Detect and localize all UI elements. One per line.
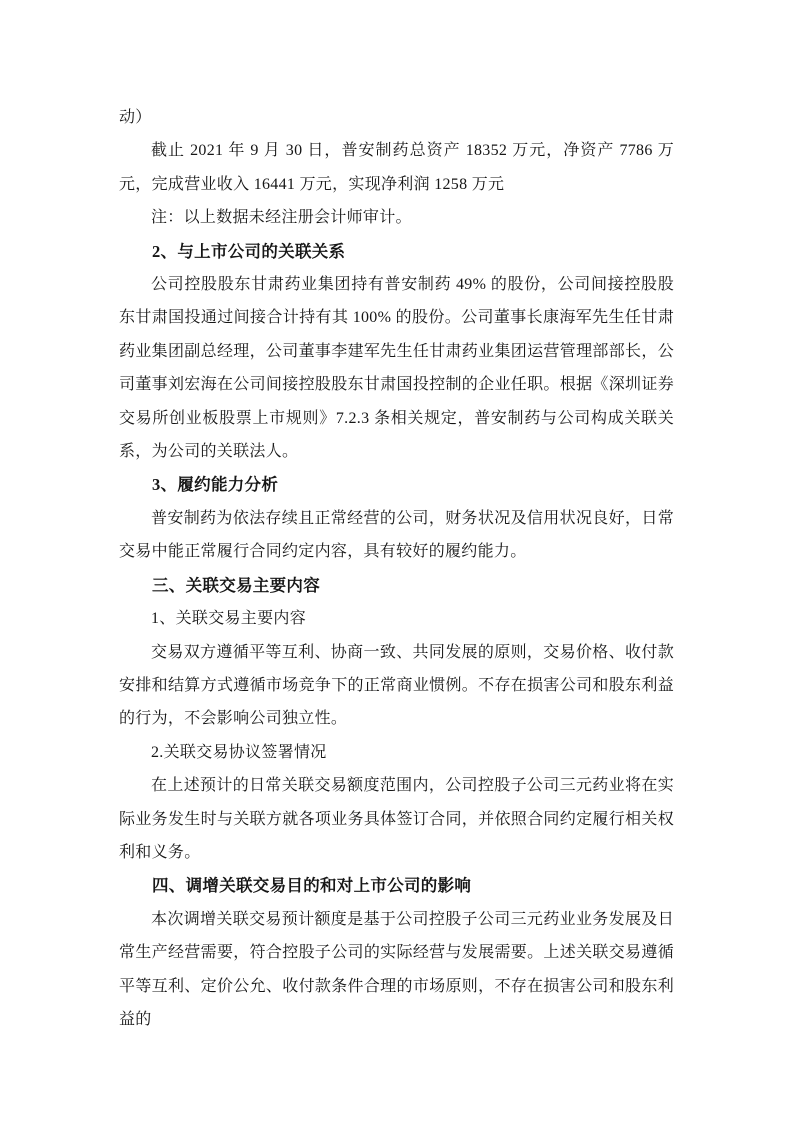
paragraph-transaction-principles: 交易双方遵循平等互利、协商一致、共同发展的原则，交易价格、收付款安排和结算方式遵循市场竞争下的正常商业惯例。不存在损害公司和股东利益的行为，不会影响公司独立性。 <box>119 643 674 728</box>
paragraph-agreement-signing-detail: 在上述预计的日常关联交易额度范围内，公司控股子公司三元药业将在实际业务发生时与关联方就各项业务具体签订合同，并依照合同约定履行相关权利和义务。 <box>119 777 674 861</box>
subitem-main-content: 1、关联交易主要内容 <box>151 610 307 628</box>
section-heading-performance-ability: 3、履约能力分析 <box>152 475 279 495</box>
section-heading-relationship: 2、与上市公司的关联关系 <box>152 241 346 261</box>
paragraph-performance-ability: 普安制药为依法存续且正常经营的公司，财务状况及信用状况良好，日常交易中能正常履行合同约定内容，具有较好的履约能力。 <box>119 509 674 561</box>
section-heading-main-content: 三、关联交易主要内容 <box>152 575 320 595</box>
document-body <box>119 101 674 1036</box>
section-heading-purpose-impact: 四、调增关联交易目的和对上市公司的影响 <box>152 876 472 896</box>
paragraph-purpose-impact: 本次调增关联交易预计额度是基于公司控股子公司三元药业业务发展及日常生产经营需要，符合控股子公司的实际经营与发展需要。上述关联交易遵循平等互利、定价公允、收付款条件合理的市场原则，不存在损害公司和股东利益的 <box>119 910 674 1028</box>
paragraph-financials: 截止 2021 年 9 月 30 日，普安制药总资产 18352 万元，净资产 7786 万元，完成营业收入 16441 万元，实现净利润 1258 万元 <box>119 142 674 193</box>
paragraph-audit-note: 注：以上数据未经注册会计师审计。 <box>151 209 412 227</box>
paragraph-continuation: 动） <box>119 109 152 126</box>
subitem-agreement-signing: 2.关联交易协议签署情况 <box>151 743 327 761</box>
paragraph-relationship-detail: 公司控股股东甘肃药业集团持有普安制药 49% 的股份，公司间接控股股东甘肃国投通过间接合计持有其 100% 的股份。公司董事长康海军先生任甘肃药业集团副总经理，公司董事李建军先生任甘肃药业集团运营管理部部长，公司董事刘宏海在公司间接控股股东甘肃国投控制的企业任职。根据《深圳证券交易所创业板股票上市规则》7.2.3 条相关规定，普安制药与公司构成关联关系，为公司的关联法人。 <box>119 276 674 461</box>
